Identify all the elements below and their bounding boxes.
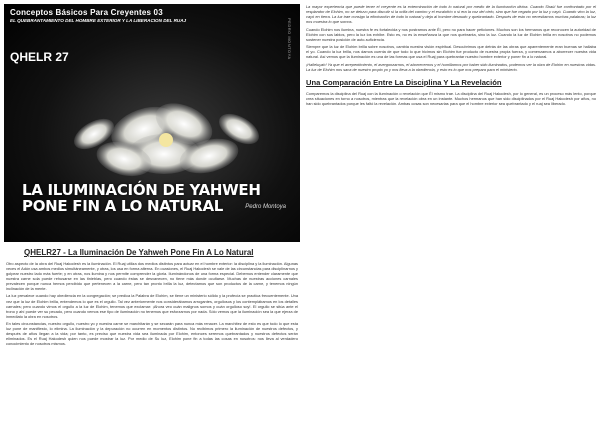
section-heading: Una Comparación Entre La Disciplina Y La Revelación	[306, 77, 502, 87]
cover-series-title: Conceptos Básicos Para Creyentes 03	[10, 8, 163, 17]
left-column	[6, 248, 298, 348]
article-title: QHELR27 - La Iluminación De Yahweh Pone Fin A Lo Natural	[24, 248, 254, 257]
cover-vertical-text: PEDRO MONTOYA	[287, 18, 292, 60]
article-body-continued	[306, 4, 596, 72]
paragraph: ¡Halleluyah! Ya que el arrepentimiento, el avergonzarnos, el aborrecernos y el humillarnos por haber sido iluminados, podemos ver la obra de Elohim en nuestras vidas. La luz de Elohim nos saca de nuestro propio yo y nos lleva a la obediencia, y esto es lo que nos prepara para el ministerio.	[306, 61, 596, 72]
paragraph: La luz prevalece cuando hay obediencia en la congregación; se predica la Palabra de Elohim, se tiene un ministerio sólido y la profecía se practica frecuentemente. Una vez que la luz de Elohim brilla, entendemos lo que es el orgullo. Tal vez anteriormente nos considerábamos arrogantes, orgullosos y los contemplábamos en los detalles carnales; pero cuando vimos el orgullo a la luz de Elohim, tenemos que exclamar: ¡Ahora veo cuán malignos somos y cuán orgulloso soy!. El orgullo se sitúa ante el trono y ahí puede ver su pecado, pero cuando vemos ese tipo de iluminación no tenemos que esforzarnos por nada. Sólo vemos que la iluminación sea la que ejerza de inmediato la obra en nosotros.	[6, 293, 298, 319]
author-signature: Pedro Montoya	[245, 204, 286, 210]
paragraph: Siempre que la luz de Elohim brilla sobre nosotros, cambia nuestra visión espiritual. Descubrimos que detrás de las obras que aparentemente eran buenas se hallaba el yo. Cuando la luz brilla, nos damos cuenta de que todo lo que hicimos sin Elohim fue producto de nuestra propia fuerza, y comenzamos a aborrecer nuestra vida natural. Así vemos que la iluminación es una de las formas que usa el Ruaj para quebrantar nuestro hombre exterior y poner fin a lo natural.	[306, 44, 596, 60]
article-body	[6, 261, 298, 346]
cover-subtitle: EL QUEBRANTAMIENTO DEL HOMBRE EXTERIOR Y LA LIBERACION DEL RUAJ	[10, 18, 187, 23]
paragraph: Comparemos la disciplina del Ruaj con la iluminación o revelación que Él mismo trae. La disciplina del Ruaj Hakodesh, por lo general, es un proceso más lento, porque crea situaciones en torno a nosotros, mientras que la revelación obra en un instante. Muchos hermanos que han sido disciplinados por el Ruaj Hakodesh por años, no han sido quebrantados porque les faltó la revelación. Ambas cosas son necesarias para que el hombre exterior sea quebrantado y el ruaj sea liberado.	[306, 90, 596, 106]
cover-headline-line1: LA ILUMINACIÓN DE YAHWEH	[22, 181, 261, 199]
paragraph: En tales circunstancias, nuestro orgullo, nuestro yo y nuestra carne se marchitarán y se secarán para nunca más renacer. La marchitez de esto es que todo lo que esta luz pone de manifiesto, lo elimina. La iluminación y la depuración no ocurren en momentos distintos. No recibimos primero la iluminación de nuestros defectos, y después de años llegan a la vida; por tanto, es preciso que nuestra vida sea iluminada por Elohim, entonces seremos quebrantados y nuestros defectos serán eliminados. Es el Ruaj Hakodesh quien nos puede mostrar la luz. Por medio de Su luz, Elohim pone fin a todas las cosas en nosotros: nos lleva al verdadero conocimiento de nosotros mismos.	[6, 320, 298, 347]
cover-image	[4, 4, 300, 242]
paragraph: La mayor experiencia que puede tener el creyente es la exterminación de todo lo natural por medio de la iluminación divina. Cuando Shaúl fue confrontado por el resplandor de Elohim, no se detuvo para discutir si la orilla del camino y el escalofrío o si era la voz del cielo, sino que fue cegado por la luz y cayó. Cuando vino la luz, cayó en tierra. La luz trae consigo la eliminación de todo lo natural y deja al hombre desnudo y quebrantado. Después de esto no necesitamos muchas palabras; la luz nos muestra lo que somos.	[306, 4, 596, 25]
cover-headline	[22, 182, 282, 214]
section-body	[306, 91, 596, 106]
cover-code: QHELR 27	[10, 50, 69, 64]
paragraph: Otro aspecto de la obra del Ruaj Hakodesh es la iluminación. El Ruaj utiliza dos medios distintos para actuar en el hombre exterior: la disciplina y la iluminación. Algunas veces el Adón usa ambos medios simultáneamente, y otras, los usa en forma alterna. En ocasiones, el Ruaj Hakodesh se vale de las circunstancias para disciplinarnos y golpear nuestro lado más fuerte; y en otras, nos ilumina y nos permite comprender la gloria. Iluminándonos de una forma especial. Debemos entender claramente que nuestra carne sola puede rehusarse en las tinieblas, pero cuando éstas se desvanecen, no tiene más donde ocultarse. Muchas de nuestras acciones carnales prevalecen porque nunca hemos percibido que pertenecen a la carne, pero tan pronto brilla la luz, detectamos que son productos de la carne, y tenemos ningún inclinación de la mente.	[6, 261, 298, 292]
right-column	[306, 4, 596, 108]
cover-headline-line2: PONE FIN A LO NATURAL	[22, 197, 224, 215]
paragraph: Cuando Elohim nos ilumina, nuestra fe es fortalecida y nos postramos ante Él, pero no para hacer peticiones. Muchos son los hermanos que reconocen la autoridad de Elohim con sus labios, pero la luz los exhibe. Esto es, no es la enseñanza la que nos quebranta, sino la luz. Cuando la luz de Elohim brilla en nosotros no podemos sostener nuestra posición de auto-suficiencia.	[306, 26, 596, 42]
